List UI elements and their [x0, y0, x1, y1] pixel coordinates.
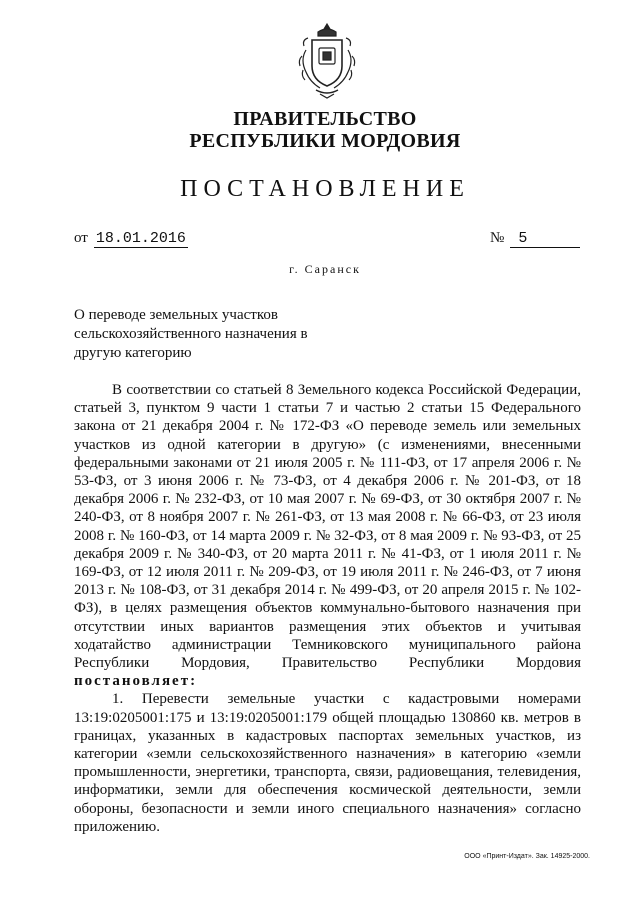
number-value: 5: [510, 230, 580, 248]
number-prefix: №: [490, 230, 505, 246]
date-prefix: от: [74, 230, 88, 246]
preamble-text: В соответствии со статьей 8 Земельного кодекса Российской Федерации, статьей 3, пунктом 9 части 1 статьи 7 и частью 2 статьи 15 Федерального закона от 21 декабря 2004 г. № 172-ФЗ «О переводе земель или земельных участков из одной категории в другую» (с изменениями, внесенными федеральными законами от 21 июля 2005 г. № 111-ФЗ, от 17 апреля 2006 г. № 53-ФЗ, от 3 июня 2006 г. № 73-ФЗ, от 4 декабря 2006 г. № 201-ФЗ, от 18 декабря 2006 г. № 232-ФЗ, от 10 мая 2007 г. № 69-ФЗ, от 30 октября 2007 г. № 240-ФЗ, от 8 ноября 2007 г. № 261-ФЗ, от 13 мая 2008 г. № 66-ФЗ, от 23 июля 2008 г. № 160-ФЗ, от 14 марта 2009 г. № 32-ФЗ, от 8 мая 2009 г. № 93-ФЗ, от 25 декабря 2009 г. № 340-ФЗ, от 20 марта 2011 г. № 41-ФЗ, от 1 июля 2011 г. № 169-ФЗ, от 12 июля 2011 г. № 209-ФЗ, от 19 июля 2011 г. № 246-ФЗ, от 7 июня 2013 г. № 108-ФЗ, от 31 декабря 2014 г. № 499-ФЗ, от 20 апреля 2015 г. № 102-ФЗ), в целях размещения объектов коммунально-бытового назначения при отсутствии иных вариантов размещения этих объектов и учитывая ходатайство администрации Темниковского муниципального района Республики Мордовия, Правительство Республики Мордовия: [74, 382, 581, 672]
org-line-2: РЕСПУБЛИКИ МОРДОВИЯ: [189, 130, 461, 152]
printer-imprint: ООО «Принт-Издат». Зак. 14925-2000.: [464, 853, 590, 860]
body-paragraph-1: [74, 381, 581, 690]
subject-line-1: О переводе земельных участков: [74, 307, 278, 323]
date-value: 18.01.2016: [95, 230, 186, 247]
city-label: г. Саранск: [289, 262, 361, 276]
coat-of-arms-icon: [294, 20, 360, 102]
document-subject: [74, 306, 334, 363]
body-paragraph-2: 1. Перевести земельные участки с кадастровыми номерами 13:19:0205001:175 и 13:19:0205001:179 общей площадью 130860 кв. метров в границах, указанных в кадастровых паспортах земельных участков, из категории «земли сельскохозяйственного назначения» в категорию «земли промышленности, энергетики, транспорта, связи, радиовещания, телевидения, информатики, земли для обеспечения космической деятельности, земли обороны, безопасности и земли иного специального назначения» согласно приложению.: [74, 691, 581, 835]
subject-line-2: сельскохозяйственного назначения в: [74, 326, 308, 342]
document-date: [74, 230, 188, 247]
document-number: [490, 230, 580, 248]
org-line-1: ПРАВИТЕЛЬСТВО: [233, 108, 417, 130]
document-type: ПОСТАНОВЛЕНИЕ: [180, 176, 470, 202]
subject-line-3: другую категорию: [74, 345, 192, 361]
decree-word: постановляет:: [74, 673, 198, 690]
organization-name: [150, 108, 500, 152]
document-body: [74, 381, 581, 836]
